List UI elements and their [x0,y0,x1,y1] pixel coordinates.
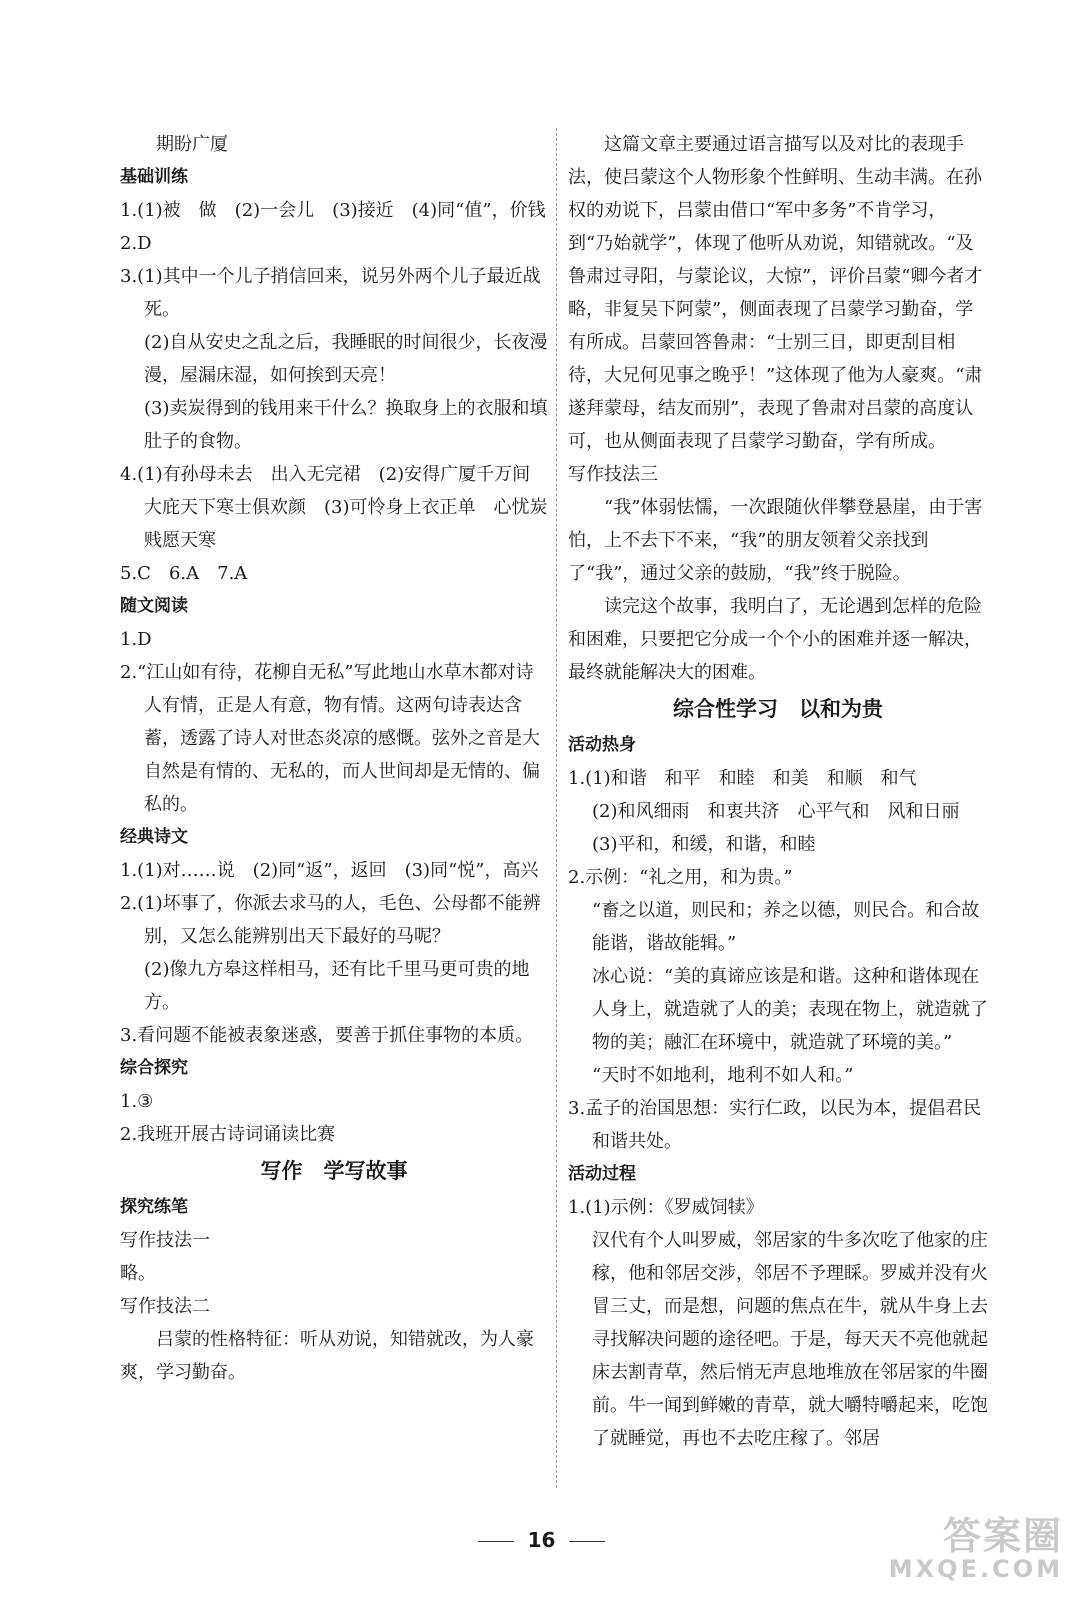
answer-text: 略。 [120,1263,156,1284]
answer-text: 2.(1)坏事了，你派去求马的人，毛色、公母都不能辨别，又怎么能辨别出天下最好的马呢？ [120,893,541,947]
section-heading: 活动过程 [568,1164,636,1184]
section-heading: 综合探究 [120,1058,188,1078]
answer-text: 写作技法二 [120,1296,210,1317]
watermark [889,1516,1063,1582]
answer-text: (3)平和，和缓，和谐，和睦 [592,834,816,855]
column-divider [556,128,557,1488]
left-column [120,128,548,1389]
answer-text: 汉代有个人叫罗威，邻居家的牛多次吃了他家的庄稼，他和邻居交涉，邻居不予理睬。罗威并没有火冒三丈，而是想，问题的焦点在牛，就从牛身上去寻找解决问题的途径吧。于是，每天天不亮他就起床去割青草，然后悄无声息地堆放在邻居家的牛圈前。牛一闻到鲜嫩的青草，就大嚼特嚼起来，吃饱了就睡觉，再也不去吃庄稼了。邻居 [592,1230,988,1449]
right-column [568,128,988,1455]
answer-text: 1.D [120,629,152,650]
section-title: 写作 学写故事 [260,1159,408,1183]
watermark-logo-text: 答案圈 [942,1514,1063,1558]
section-heading: 随文阅读 [120,596,188,616]
watermark-url: MXQE.COM [888,1555,1063,1583]
answer-text: 冰心说：“美的真谛应该是和谐。这种和谐体现在人身上，就造就了人的美；表现在物上，就造就了物的美；融汇在环境中，就造就了环境的美。” [592,966,988,1053]
section-heading: 经典诗文 [120,827,188,847]
section-heading: 探究练笔 [120,1197,188,1217]
section-title: 综合性学习 以和为贵 [673,697,883,721]
page-number: 16 [527,1528,556,1552]
answer-text: 期盼广厦 [156,134,228,155]
footer-dash-right [569,1541,605,1542]
answer-text: “畜之以道，则民和；养之以德，则民合。和合故能谐，谐故能辑。” [592,900,980,954]
answer-text: “天时不如地利，地利不如人和。” [592,1065,854,1086]
answer-text: 1.③ [120,1091,154,1112]
answer-text: 这篇文章主要通过语言描写以及对比的表现手法，使吕蒙这个人物形象个性鲜明、生动丰满。在孙权的劝说下，吕蒙由借口“军中多务”不肯学习，到“乃始就学”，体现了他听从劝说，知错就改。“及鲁肃过寻阳，与蒙论议，大惊”，评价吕蒙“卿今者才略，非复吴下阿蒙”，侧面表现了吕蒙学习勤奋，学有所成。吕蒙回答鲁肃：“士别三日，即更刮目相待，大兄何见事之晚乎！”这体现了他为人豪爽。“肃遂拜蒙母，结友而别”，表现了鲁肃对吕蒙的高度认可，也从侧面表现了吕蒙学习勤奋，学有所成。 [568,134,983,452]
answer-text: 1.(1)示例：《罗威饲犊》 [568,1197,764,1218]
answer-text: (2)和风细雨 和衷共济 心平气和 风和日丽 [592,801,960,822]
answer-text: 5.C 6.A 7.A [120,563,248,584]
answer-text: 3.孟子的治国思想：实行仁政，以民为本，提倡君民和谐共处。 [568,1098,982,1152]
answer-text: 2.“江山如有待，花柳自无私”写此地山水草木都对诗人有情，正是人有意，物有情。这两句诗表达含蓄，透露了诗人对世态炎凉的感慨。弦外之音是大自然是有情的、无私的，而人世间却是无情的、偏私的。 [120,662,540,815]
answer-text: 2.我班开展古诗词诵读比赛 [120,1124,336,1145]
answer-text: 4.(1)有孙母未去 出入无完裙 (2)安得广厦千万间 大庇天下寒士俱欢颜 (3)可怜身上衣正单 心忧炭贱愿天寒 [120,464,549,551]
answer-text: (2)自从安史之乱之后，我睡眠的时间很少，长夜漫漫，屋漏床湿，如何挨到天亮！ [144,332,548,386]
answer-text: (2)像九方皋这样相马，还有比千里马更可贵的地方。 [144,959,530,1013]
answer-text: 读完这个故事，我明白了，无论遇到怎样的危险和困难，只要把它分成一个个小的困难并逐一解决，最终就能解决大的困难。 [568,596,982,683]
section-heading: 活动热身 [568,735,636,755]
answer-text: 1.(1)和谐 和平 和睦 和美 和顺 和气 [568,768,917,789]
answer-text: 3.看问题不能被表象迷惑，要善于抓住事物的本质。 [120,1025,534,1046]
answer-text: 2.D [120,233,152,254]
answer-text: “我”体弱怯懦，一次跟随伙伴攀登悬崖，由于害怕，上不去下不来，“我”的朋友领着父亲找到了“我”，通过父亲的鼓励，“我”终于脱险。 [568,497,983,584]
answer-text: 1.(1)被 做 (2)一会儿 (3)接近 (4)同“值”，价钱 [120,200,546,221]
section-heading: 基础训练 [120,167,188,187]
footer-dash-left [478,1541,514,1542]
answer-text: 1.(1)对……说 (2)同“返”，返回 (3)同“悦”，高兴 [120,860,539,881]
answer-text: 写作技法一 [120,1230,210,1251]
answer-text: 写作技法三 [568,464,658,485]
answer-text: 2.示例：“礼之用，和为贵。” [568,867,793,888]
answer-text: 吕蒙的性格特征：听从劝说，知错就改，为人豪爽，学习勤奋。 [120,1329,534,1383]
answer-text: (3)卖炭得到的钱用来干什么？换取身上的衣服和填肚子的食物。 [144,398,548,452]
answer-text: 3.(1)其中一个儿子捎信回来，说另外两个儿子最近战死。 [120,266,541,320]
